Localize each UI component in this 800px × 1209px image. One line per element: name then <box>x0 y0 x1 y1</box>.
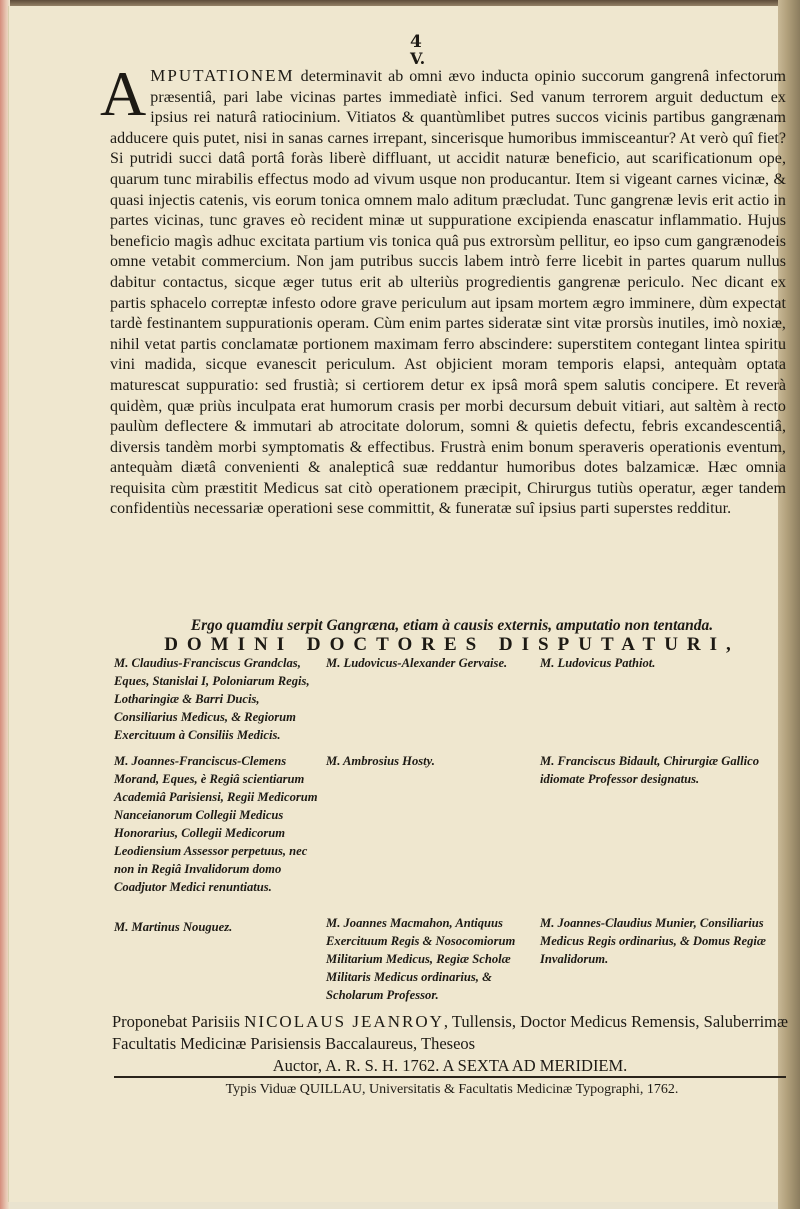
doctor-grandclas: M. Claudius-Franciscus Grandclas, Eques, Stanislai I, Poloniarum Regis, Lotharingiæ & Barri Ducis, Consiliarius Medicus, & Regiorum Exercituum à Consiliis Medicis. <box>114 656 310 742</box>
proponebat-intro: Proponebat Parisiis <box>112 1012 240 1031</box>
printer-imprint: Typis Viduæ QUILLAU, Universitatis & Facultatis Medicinæ Typographi, 1762. <box>225 1082 679 1097</box>
body-text: determinavit ab omni ævo inducta opinio succorum gangrenâ infectorum præsentiâ, pari labe vicinas partes immediatè infici. Sed vanum terrorem arguit deductum ex ipsius rei naturâ ratiocinium. Vitiatos & quantùmlibet putres succos vicinis partibus gangrænam adducere quis putet, nisi in sanas carnes irrepant, sincerisque humoribus immisceantur? At verò quî fiet? Si putridi succi datâ portâ foràs liberè diffluant, ut accidit naturæ beneficio, aut scarificationum ope, quarum tunc mirabilis effectus modo ad vivum usque non producantur. Item si vigeant carnes vicinæ, & quasi injectis catenis, vis eorum tonica omnem malo aditum præcludat. Tunc gangrenæ levis erit actio in partes vicinas, tunc graves eò recident minæ ut suppuratione excipienda enascatur inflammatio. Hujus beneficio magìs adhuc excitata partium vis tonica quâ pus extrorsùm pellitur, eo ipso cum gangrænodeis omne vetabit commercium. Non jam putribus succis labem intrò ferre licebit in partes quarum nullus dabitur contactus, sicque æger tutus erit ab ulteriùs progredientis gangrenæ periculo. Nec dicant ex partis sphacelo correptæ infesto odore grave periculum aut ipsam mortem ægro imminere, dùm expectat tardè festinantem suppurationis operam. Cùm enim partes sideratæ sint vitæ prorsùs inutiles, imò noxiæ, nihil vetat partis conclamatæ portionem maximam ferro abscindere: superstitem contegant lintea spiritu vini madida, sicque evanescit periculum. Ast objicient moram temporis elapsi, antequàm optata maturescat suppuratio: sed frustià; si certiorem detur ex ipsâ morâ spem salutis concipere. Et reverà quidèm, quæ priùs inculpata erat humorum crasis per morbi decursum debuit vitiari, aut saltèm à recto paulùm deflectere & immutari ab atrocitate dolorum, somni & quietis defectu, febris excandescentiâ, diversis tandèm morbi symptomatis & effectibus. Frustrà enim bonum speraveris operationis eventum, antequàm diætâ convenienti & analepticâ suæ reddantur humoribus dotes balzamicæ. Hæc omnia requisita cùm præstitit Medicus sat citò operationem præcipit, Chirurgus tutiùs operatur, æger tandem confidentiùs necessariæ operationi sese committit, & funeratæ suî ipsius parti superstes redditur. <box>110 68 786 518</box>
doctor-morand: M. Joannes-Franciscus-Clemens Morand, Eques, è Regiâ scientiarum Academiâ Parisiensi, Regii Medicorum Nanceianorum Collegii Medicus Honorarius, Collegii Medicorum Leodiensium Assessor perpetuus, nec non in Regiâ Invalidorum domo Coadjutor Medici renuntiatus. <box>114 754 318 894</box>
main-paragraph <box>100 58 786 520</box>
doctor-bidault: M. Franciscus Bidault, Chirurgiæ Gallico idiomate Professor designatus. <box>540 754 760 786</box>
lead-word: MPUTATIONEM <box>150 66 295 85</box>
doctor-munier: M. Joannes-Claudius Munier, Consiliarius Medicus Regis ordinarius, & Domus Regiæ Invalidorum. <box>540 916 767 966</box>
page-number: 4 <box>410 32 422 52</box>
doctor-macmahon: M. Joannes Macmahon, Antiquus Exercituum Regis & Nosocomiorum Militarium Medicus, Regiæ Scholæ Militaris Medicus ordinarius, & Scholarum Professor. <box>326 916 516 1002</box>
drop-cap: A <box>100 58 147 129</box>
doctor-pathiot: M. Ludovicus Pathiot. <box>540 656 656 670</box>
doctor-nouguez: M. Martinus Nouguez. <box>114 920 233 934</box>
conclusion-line: Ergo quamdiu serpit Gangræna, etiam à causis externis, amputatio non tentanda. <box>190 617 714 634</box>
proponebat-paragraph <box>112 1011 788 1077</box>
rule-divider <box>114 1076 786 1078</box>
candidate-name: NICOLAUS JEANROY <box>244 1012 444 1031</box>
doctor-gervaise: M. Ludovicus-Alexander Gervaise. <box>326 656 508 670</box>
proponebat-date: Auctor, A. R. S. H. 1762. A SEXTA AD MERIDIEM. <box>272 1056 628 1075</box>
section-number: V. <box>410 49 426 68</box>
disputants-heading: DOMINI DOCTORES DISPUTATURI, <box>164 634 740 655</box>
proponebat-rest: , Tullensis, Doctor Medicus Remensis, Saluberrimæ Facultatis Medicinæ Parisiensis Baccalaureus, Theseos <box>112 1012 788 1053</box>
doctor-hosty: M. Ambrosius Hosty. <box>326 754 435 768</box>
